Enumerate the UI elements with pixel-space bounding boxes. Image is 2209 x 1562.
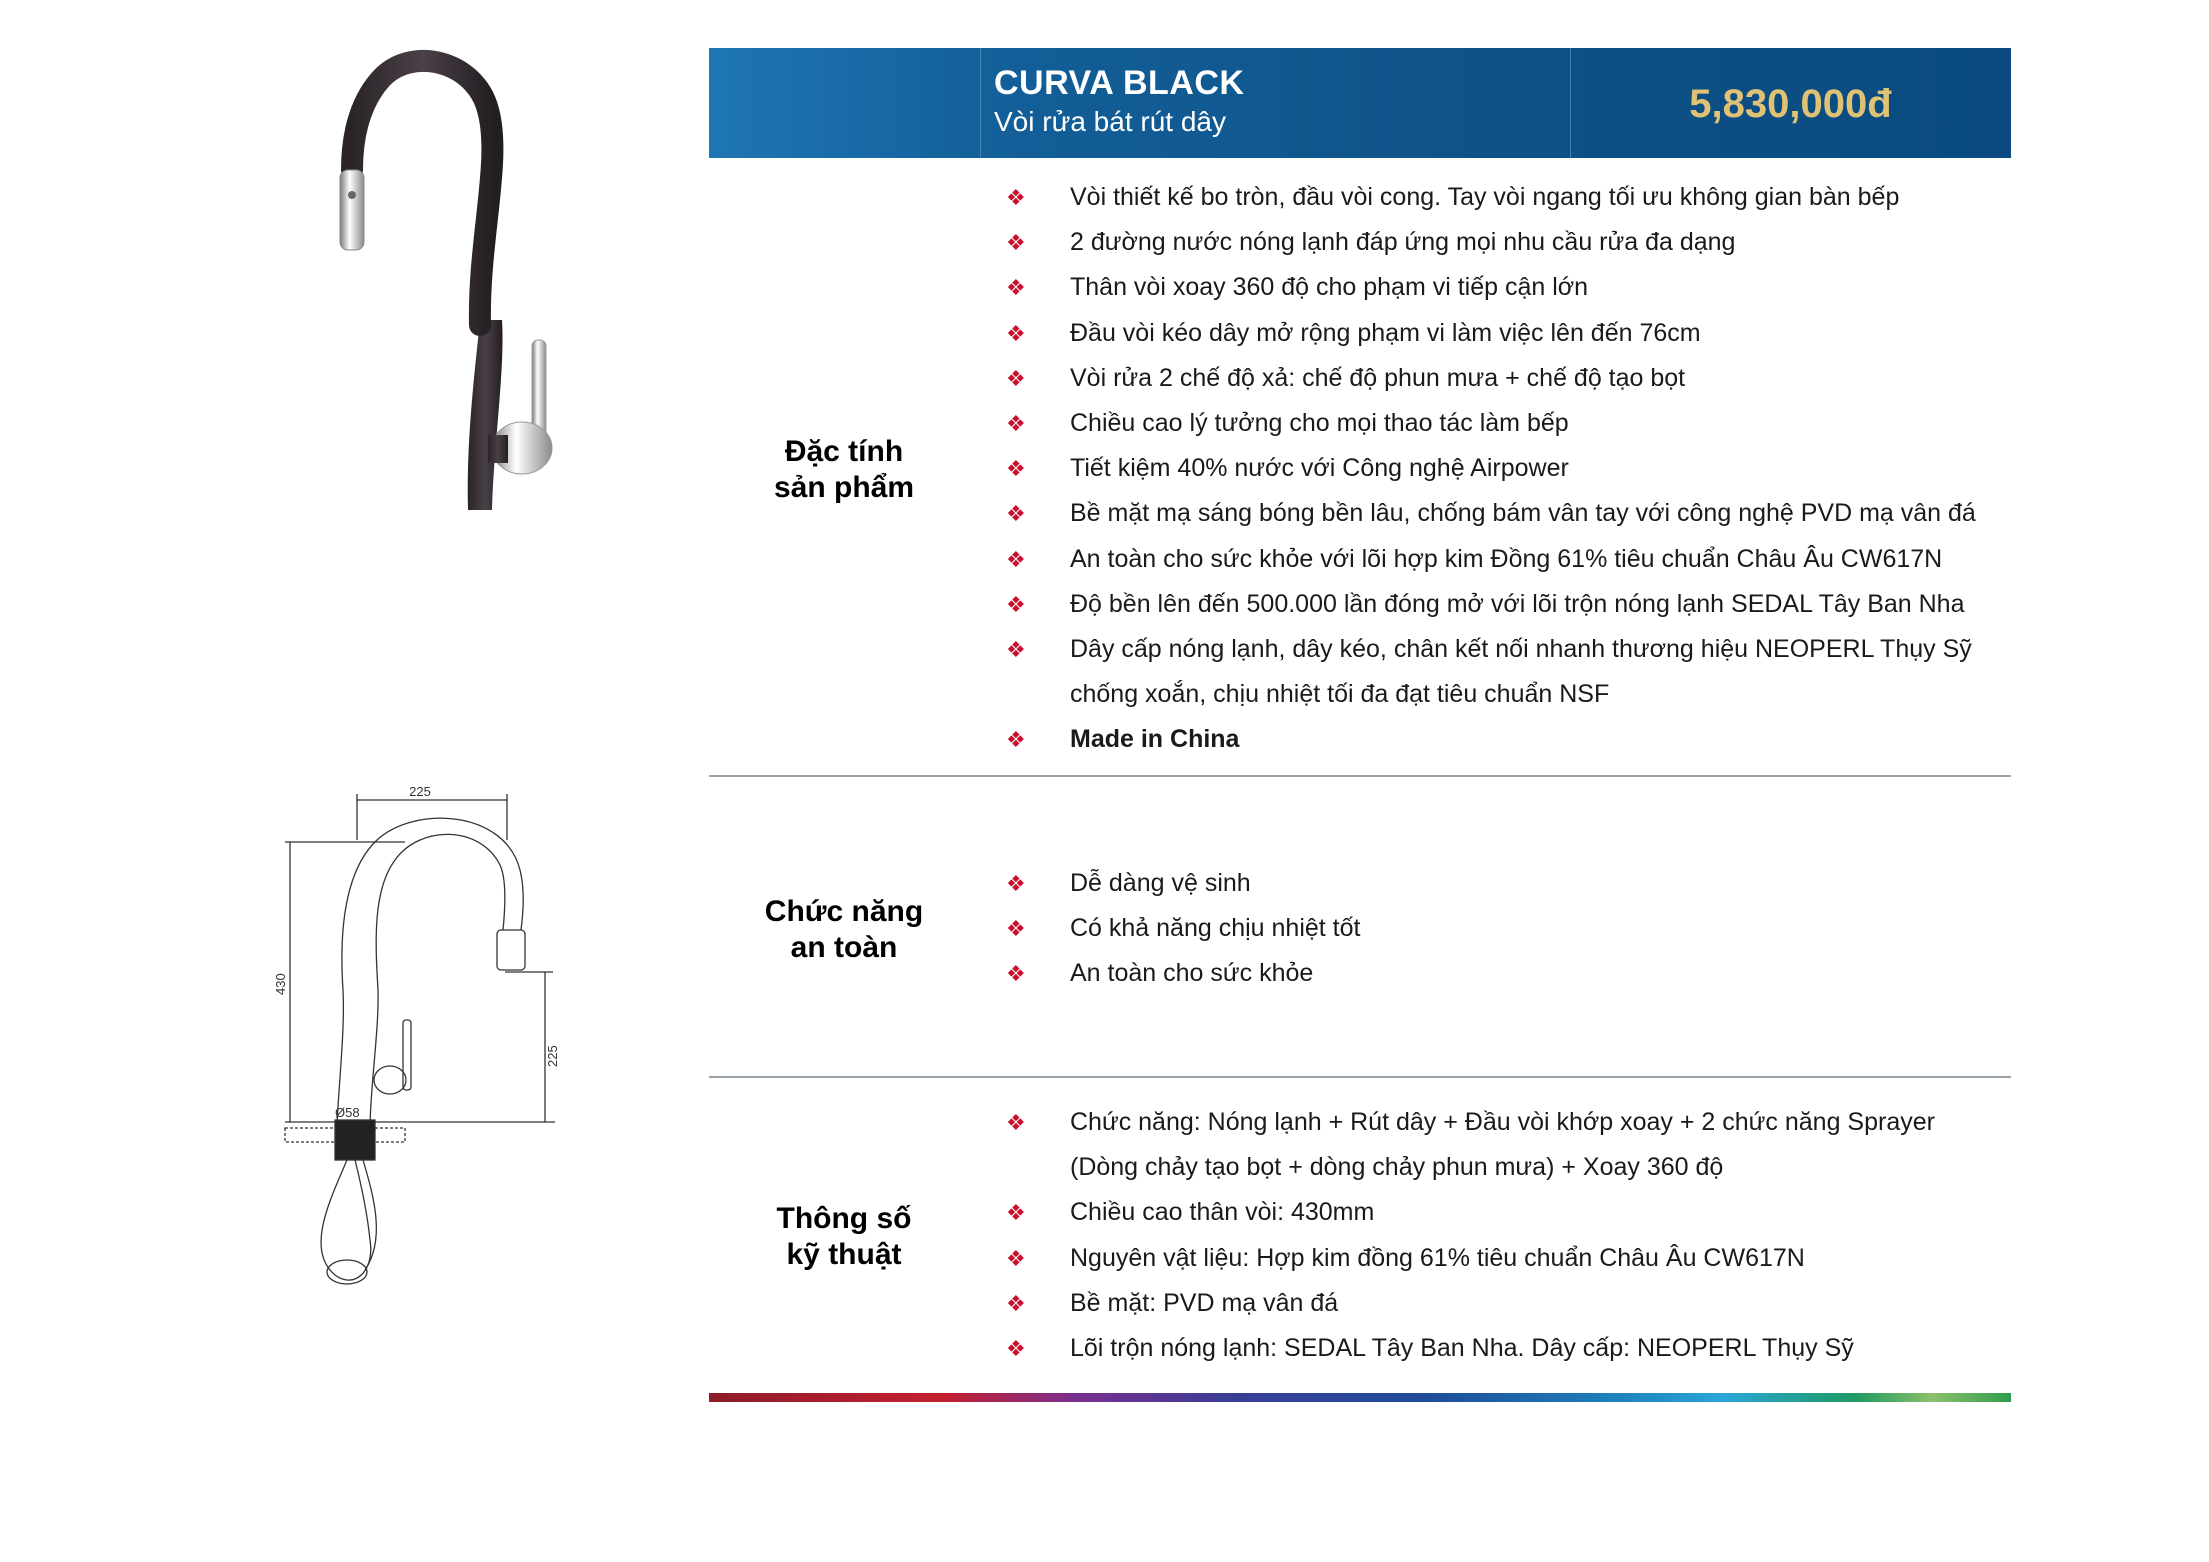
faucet-photo [240, 40, 570, 530]
bullet-icon: ❖ [1006, 501, 1026, 527]
bullet-icon: ❖ [1006, 1200, 1026, 1226]
drawing-dim-width: 225 [409, 784, 431, 799]
list-item: ❖ Có khả năng chịu nhiệt tốt [1000, 906, 1360, 951]
list-item: ❖ Vòi rửa 2 chế độ xả: chế độ phun mưa + chế độ tạo bọt [1000, 356, 1976, 401]
list-item: ❖ Lõi trộn nóng lạnh: SEDAL Tây Ban Nha. Dây cấp: NEOPERL Thụy Sỹ [1000, 1326, 1935, 1371]
drawing-dim-height: 430 [273, 973, 288, 995]
section-divider [709, 775, 2011, 777]
bullet-icon: ❖ [1006, 916, 1026, 942]
safety-label-line2: an toàn [790, 931, 898, 964]
bullet-icon: ❖ [1006, 456, 1026, 482]
list-item: ❖ Chiều cao lý tưởng cho mọi thao tác làm bếp [1000, 401, 1976, 446]
bullet-icon: ❖ [1006, 727, 1026, 753]
bullet-icon: ❖ [1006, 871, 1026, 896]
specs-list [1000, 1100, 1935, 1371]
bullet-icon: ❖ [1006, 320, 1026, 346]
list-item: ❖ Đầu vòi kéo dây mở rộng phạm vi làm việc lên đến 76cm [1000, 311, 1976, 356]
list-item: ❖ Thân vòi xoay 360 độ cho phạm vi tiếp cận lớn [1000, 265, 1976, 310]
section-divider [709, 1076, 2011, 1078]
bullet-icon: ❖ [1006, 637, 1026, 663]
faucet-technical-drawing [275, 780, 575, 1300]
list-item: ❖ An toàn cho sức khỏe [1000, 951, 1360, 996]
list-item: ❖ Made in China [1000, 717, 1976, 762]
list-item: ❖ Chức năng: Nóng lạnh + Rút dây + Đầu vòi khớp xoay + 2 chức năng Sprayer [1000, 1100, 1935, 1145]
product-header [709, 48, 2011, 158]
bullet-icon: ❖ [1006, 961, 1026, 987]
features-label-line2: sản phẩm [773, 471, 915, 504]
list-item-continuation: (Dòng chảy tạo bọt + dòng chảy phun mưa) + Xoay 360 độ [1070, 1153, 1724, 1182]
bullet-icon: ❖ [1006, 1245, 1026, 1271]
list-item: ❖ Bề mặt: PVD mạ vân đá [1000, 1281, 1935, 1326]
features-label [709, 434, 979, 506]
list-item-continuation: chống xoắn, chịu nhiệt tối đa đạt tiêu chuẩn NSF [1070, 680, 1610, 709]
product-subtitle: Vòi rửa bát rút dây [994, 106, 1226, 137]
drawing-dim-spout: 225 [545, 1045, 560, 1067]
list-item: ❖ An toàn cho sức khỏe với lõi hợp kim Đồng 61% tiêu chuẩn Châu Âu CW617N [1000, 537, 1976, 582]
product-name: CURVA BLACK [994, 64, 1245, 102]
list-item: ❖ Tiết kiệm 40% nước với Công nghệ Airpower [1000, 446, 1976, 491]
safety-label-line1: Chức năng [764, 895, 924, 928]
footer-color-strip [709, 1393, 2011, 1402]
bullet-icon: ❖ [1006, 1290, 1026, 1316]
bullet-icon: ❖ [1006, 546, 1026, 572]
safety-list [1000, 861, 1360, 997]
header-divider [980, 48, 981, 158]
bullet-icon: ❖ [1006, 185, 1026, 210]
specs-label [709, 1201, 979, 1273]
list-item: ❖ Độ bền lên đến 500.000 lần đóng mở với lõi trộn nóng lạnh SEDAL Tây Ban Nha [1000, 582, 1976, 627]
product-price: 5,830,000đ [1689, 82, 1892, 126]
bullet-icon: ❖ [1006, 1336, 1026, 1362]
bullet-icon: ❖ [1006, 1110, 1026, 1135]
bullet-icon: ❖ [1006, 411, 1026, 437]
specs-label-line1: Thông số [776, 1202, 912, 1235]
list-item: ❖ Dễ dàng vệ sinh [1000, 861, 1360, 906]
list-item: ❖ Chiều cao thân vòi: 430mm [1000, 1190, 1935, 1235]
list-item: ❖ Bề mặt mạ sáng bóng bền lâu, chống bám vân tay với công nghệ PVD mạ vân đá [1000, 491, 1976, 536]
safety-label [709, 894, 979, 966]
bullet-icon: ❖ [1006, 275, 1026, 301]
bullet-icon: ❖ [1006, 591, 1026, 617]
list-item: ❖ Nguyên vật liệu: Hợp kim đồng 61% tiêu chuẩn Châu Âu CW617N [1000, 1236, 1935, 1281]
drawing-dim-base: Ø58 [335, 1105, 360, 1120]
features-list [1000, 175, 1976, 763]
list-item: ❖ Dây cấp nóng lạnh, dây kéo, chân kết nối nhanh thương hiệu NEOPERL Thụy Sỹ [1000, 627, 1976, 672]
list-item: ❖ 2 đường nước nóng lạnh đáp ứng mọi nhu cầu rửa đa dạng [1000, 220, 1976, 265]
bullet-icon: ❖ [1006, 365, 1026, 391]
list-item: ❖ Vòi thiết kế bo tròn, đầu vòi cong. Tay vòi ngang tối ưu không gian bàn bếp [1000, 175, 1976, 220]
bullet-icon: ❖ [1006, 230, 1026, 256]
specs-label-line2: kỹ thuật [786, 1238, 902, 1271]
features-label-line1: Đặc tính [784, 435, 904, 468]
